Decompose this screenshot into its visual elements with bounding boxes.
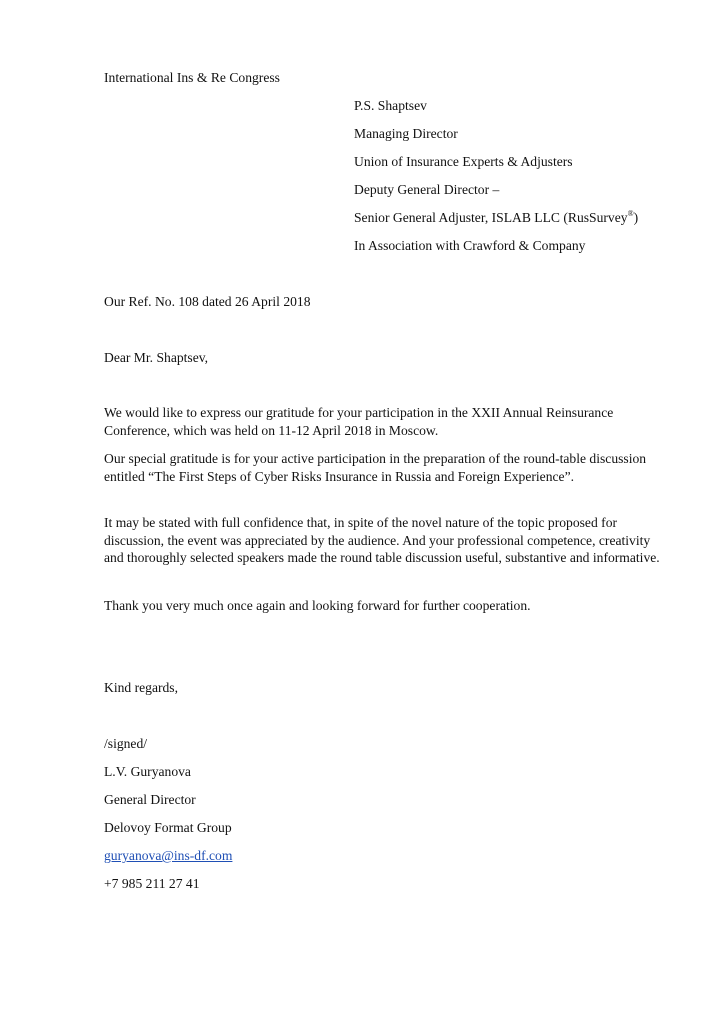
email-link[interactable]: guryanova@ins-df.com [104, 848, 233, 863]
recipient-title-3 [354, 209, 638, 226]
body-paragraph-1: We would like to express our gratitude for your participation in the XXII Annual Reinsurance Conference, which was held on 11-12 April 2018 in Moscow. [104, 405, 614, 438]
recipient-title-2: Deputy General Director – [354, 182, 500, 197]
recipient-association: In Association with Crawford & Company [354, 238, 586, 253]
recipient-name: P.S. Shaptsev [354, 98, 427, 113]
signatory-name: L.V. Guryanova [104, 764, 191, 779]
salutation: Dear Mr. Shaptsev, [104, 350, 209, 365]
signatory-title: General Director [104, 792, 196, 807]
reference-line: Our Ref. No. 108 dated 26 April 2018 [104, 294, 311, 309]
signed-marker: /signed/ [104, 736, 148, 751]
body-paragraph-2: Our special gratitude is for your active participation in the preparation of the round-table discussion entitled “The First Steps of Cyber Risks Insurance in Russia and Foreign Experience”. [104, 451, 647, 484]
body-paragraph-4: Thank you very much once again and looking forward for further cooperation. [104, 598, 531, 613]
recipient-title: Managing Director [354, 126, 458, 141]
recipient-title-3-close: ) [633, 210, 639, 225]
registered-mark: ® [627, 209, 634, 218]
signatory-email-line [104, 847, 232, 864]
recipient-title-3-text: Senior General Adjuster, ISLAB LLC (RusSurvey [354, 210, 628, 225]
closing: Kind regards, [104, 680, 178, 695]
signatory-phone: +7 985 211 27 41 [104, 876, 200, 891]
body-paragraph-3: It may be stated with full confidence that, in spite of the novel nature of the topic proposed for discussion, the event was appreciated by the audience. And your professional competence, creativity and thoroughly selected speakers made the round table discussion useful, substantive and informative. [104, 515, 660, 565]
sender-organization: International Ins & Re Congress [104, 70, 280, 85]
signatory-company: Delovoy Format Group [104, 820, 232, 835]
recipient-organization: Union of Insurance Experts & Adjusters [354, 154, 573, 169]
